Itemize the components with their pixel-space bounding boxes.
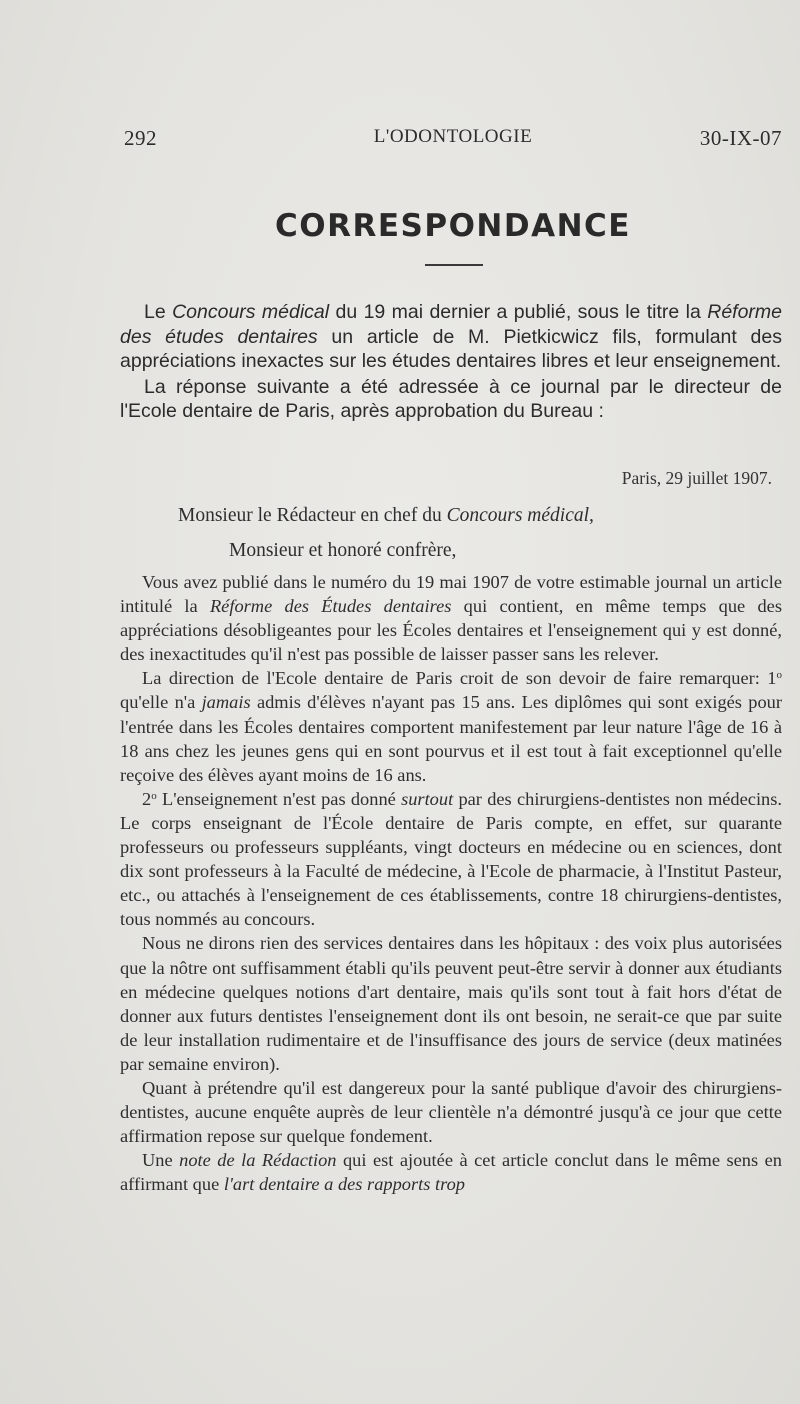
running-head (124, 126, 782, 156)
letter-p6-quote: l'art dentaire a des rapports trop (223, 1174, 465, 1195)
letter-dateline: Paris, 29 juillet 1907. (621, 468, 772, 488)
issue-date: 30-IX-07 (699, 126, 782, 150)
intro-text (120, 300, 782, 424)
letter-paragraph-2 (120, 666, 782, 786)
letter-paragraph-4: Nous ne dirons rien des services dentaires dans les hôpitaux : des voix plus autorisées que la nôtre ont suffisamment établi qu'ils peuvent peut-être servir à donner aux étudiants en médecine quelques notions d'art dentaire, mais qu'ils sont tout à fait hors d'état de donner aux futurs dentistes l'enseignement dont ils ont besoin, ne serait-ce que par suite de leur installation rudimentaire et de l'insuffisance des jours de service (deux matinées par semaine environ). (120, 933, 782, 1074)
letter-body (120, 570, 782, 1196)
letter-p2-text-a: La direction de l'Ecole dentaire de Paris croit de son devoir de faire remarquer: 1 (142, 668, 777, 689)
letter-p2-emphasis: jamais (201, 692, 251, 713)
article-title: CORRESPONDANCE (275, 208, 631, 244)
intro-text-b: un article de M. Pietkicwicz fils, formulant des appréciations inexactes sur les études dentaires libres et leur enseignement. (120, 325, 782, 373)
intro-paragraph-1 (120, 300, 782, 374)
letter-p6-text-a: Une (142, 1150, 180, 1171)
letter-p1-text-a: Vous avez publié dans le numéro du 19 mai 1907 de votre estimable journal un article intitulé la (120, 572, 782, 617)
journal-name: L'ODONTOLOGIE (373, 126, 533, 147)
letter-paragraph-6 (120, 1148, 782, 1196)
letter-paragraph-5: Quant à prétendre qu'il est dangereux pour la santé publique d'avoir des chirurgiens-dentistes, aucune enquête auprès de leur clientèle n'a démontré jusqu'à ce jour que cette affirmation repose sur quelque fondement. (120, 1077, 782, 1147)
intro-article-title: Réforme des études dentaires (120, 301, 783, 348)
letter-paragraph-1 (120, 570, 782, 666)
letter-p2-text-c: admis d'élèves n'ayant pas 15 ans. Les diplômes qui sont exigés pour l'entrée dans les Écoles dentaires comportent manifestement par leur nature l'âge de 16 à 18 ans chez les jeunes gens qui en sont pourvus et il est tout à fait exceptionnel qu'elle reçoive des élèves ayant moins de 16 ans. (120, 692, 782, 785)
letter-p3-text-a: 2 (142, 788, 152, 809)
title-divider (425, 264, 483, 266)
salutation-line-1 (178, 505, 594, 527)
intro-text-a: du 19 mai dernier a publié, sous le titre la (329, 301, 708, 323)
intro-journal-name: Concours médical (172, 301, 330, 323)
salutation-prefix: Monsieur le Rédacteur en chef du (178, 505, 447, 526)
letter-p1-text-b: qui contient, en même temps que des appréciations désobligeantes pour les Écoles dentaires et l'enseignement qui y est donné, des inexactitudes qu'il n'est pas possible de laisser passer sans les relever. (120, 596, 782, 665)
page-number: 292 (124, 126, 157, 150)
letter-p3-text-c: par des chirurgiens-dentistes non médecins. Le corps enseignant de l'École dentaire de Paris compte, en effet, sur quarante professeurs ou professeurs suppléants, vingt docteurs en médecine ou en sciences, dont dix sont professeurs à la Faculté de médecine, à l'Ecole de pharmacie, à l'Institut Pasteur, etc., ou attachés à l'enseignement de ces établissements, contre 18 chirurgiens-dentistes, tous nommés au concours. (120, 788, 782, 930)
salutation-journal: Concours médical, (446, 505, 594, 526)
letter-p3-text-b: L'enseignement n'est pas donné (156, 788, 402, 809)
degree-sign: o (151, 789, 157, 802)
letter-p1-title: Réforme des Études dentaires (209, 596, 452, 617)
letter-p6-note: note de la Rédaction (179, 1150, 337, 1171)
letter-p3-emphasis: surtout (401, 788, 454, 809)
letter-paragraph-3 (120, 787, 782, 932)
intro-le: Le (144, 301, 173, 323)
degree-sign: o (776, 669, 782, 682)
letter-p2-text-b: qu'elle n'a (120, 692, 202, 713)
intro-paragraph-2: La réponse suivante a été adressée à ce journal par le directeur de l'Ecole dentaire de Paris, après approbation du Bureau : (120, 375, 782, 423)
letter-p6-text-b: qui est ajoutée à cet article conclut dans le même sens en affirmant que (120, 1150, 782, 1195)
salutation-line-2: Monsieur et honoré confrère, (229, 540, 457, 561)
